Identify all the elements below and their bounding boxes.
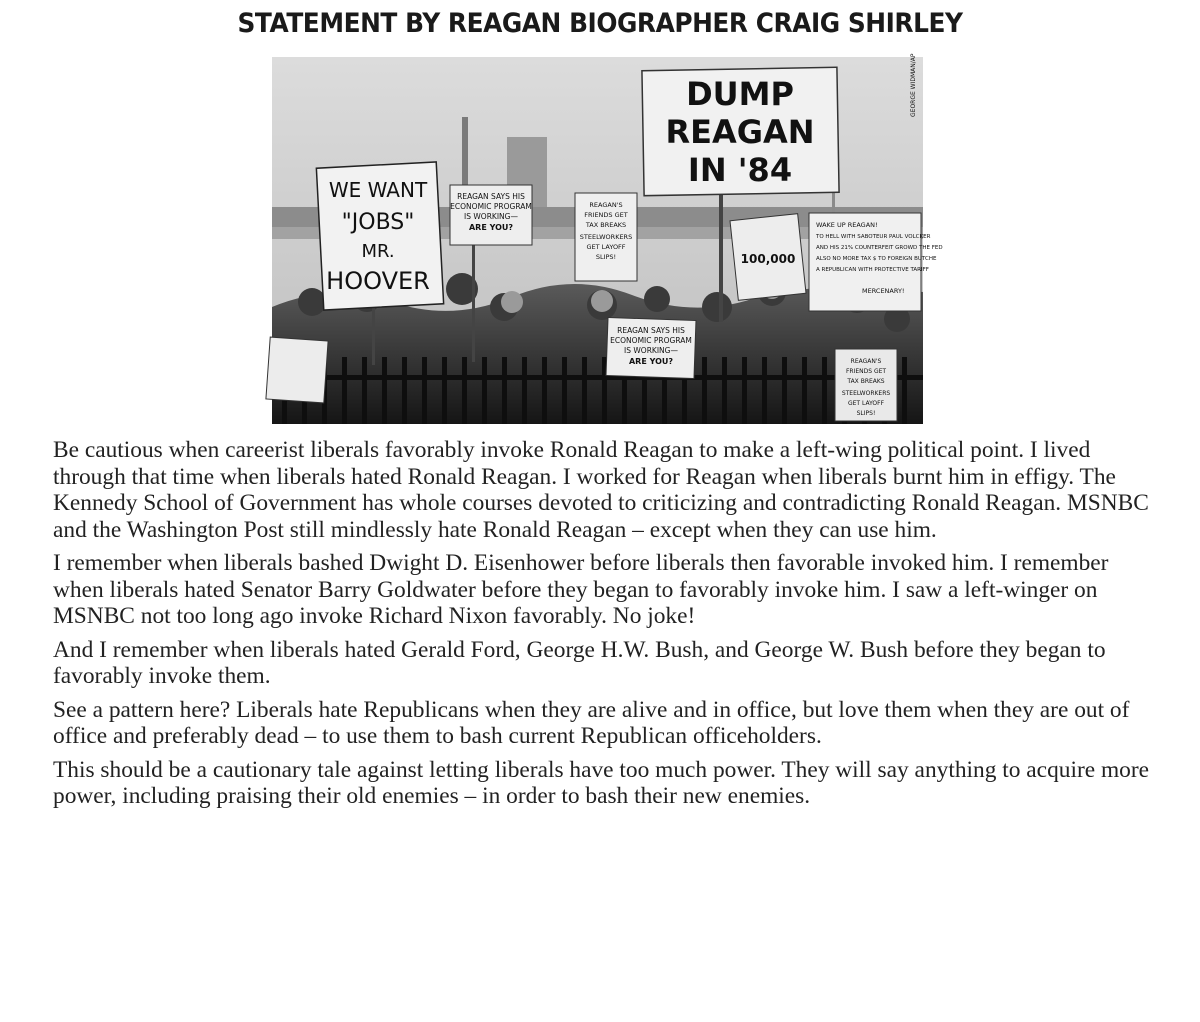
paragraph: This should be a cautionary tale against letting liberals have too much power. They will say anything to acquire more power, including praising their old enemies – in order to bash their new enemies.: [53, 756, 1150, 809]
protest-photo-illustration: [272, 53, 943, 424]
sign-count-value: 100,000: [740, 252, 796, 266]
sign-jobs-line1: WE WANT: [328, 178, 428, 202]
photo-credit: GEORGE WIDMAN/AP: [910, 53, 917, 117]
document-title: STATEMENT BY REAGAN BIOGRAPHER CRAIG SHIRLEY: [237, 8, 963, 39]
sign-friends-line1: REAGAN'S: [589, 201, 623, 209]
statement-body: [53, 437, 1153, 817]
paragraph: And I remember when liberals hated Gerald Ford, George H.W. Bush, and George W. Bush before they began to favorably invoke them.: [53, 636, 1106, 689]
sign-friends-line4: STEELWORKERS: [579, 233, 633, 241]
sign-friends-bottom-line6: SLIPS!: [856, 410, 876, 417]
sign-friends-line6: SLIPS!: [595, 253, 617, 261]
sign-wake-line1: WAKE UP REAGAN!: [816, 221, 878, 229]
sign-program-bottom-line4: ARE YOU?: [628, 357, 674, 366]
sign-program-top-line2: ECONOMIC PROGRAM: [450, 202, 532, 211]
sign-program-bottom-line3: IS WORKING—: [624, 346, 678, 355]
sign-wake-line3: AND HIS 21% COUNTERFEIT GROWD THE FED: [816, 245, 943, 251]
sign-friends-tax-breaks: [575, 193, 637, 281]
sign-wake-line6: MERCENARY!: [862, 287, 905, 295]
sign-program-top-line1: REAGAN SAYS HIS: [457, 192, 525, 201]
sign-friends-bottom-line5: GET LAYOFF: [847, 400, 885, 407]
sign-program-top-line3: IS WORKING—: [464, 212, 518, 221]
sign-friends-bottom: [835, 349, 897, 421]
sign-program-bottom-line2: ECONOMIC PROGRAM: [610, 336, 692, 345]
sign-program-bottom-line1: REAGAN SAYS HIS: [617, 326, 685, 335]
sign-dump-line2: REAGAN: [665, 113, 815, 151]
sign-jobs-line2: "JOBS": [341, 210, 415, 235]
paragraph: Be cautious when careerist liberals favorably invoke Ronald Reagan to make a left-wing political point. I lived through that time when liberals hated Ronald Reagan. I worked for Reagan when liberals burnt him in effigy. The Kennedy School of Government has whole courses devoted to criticizing and contradicting Ronald Reagan. MSNBC and the Washington Post still mindlessly hate Ronald Reagan – except when they can use him.: [53, 437, 1149, 543]
sign-dump-line1: DUMP: [686, 75, 794, 113]
sign-friends-line5: GET LAYOFF: [586, 243, 626, 251]
sign-dump-reagan: [642, 67, 839, 195]
sign-wake-line4: ALSO NO MORE TAX $ TO FOREIGN BUTCHE: [816, 256, 937, 262]
paragraph: See a pattern here? Liberals hate Republicans when they are alive and in office, but love them when they are out of office and preferably dead – to use them to bash current Republican officeholders.: [53, 696, 1130, 749]
sign-friends-bottom-line2: FRIENDS GET: [845, 368, 887, 375]
sign-jobs-line3: MR.: [361, 241, 395, 262]
sign-left-edge: [266, 337, 328, 403]
paragraph: I remember when liberals bashed Dwight D. Eisenhower before liberals then favorable invoked him. I remember when liberals hated Senator Barry Goldwater before they began to favorably invoke him. I saw a left-winger on MSNBC not too long ago invoke Richard Nixon favorably. No joke!: [53, 550, 1109, 629]
sign-100000: [730, 214, 806, 301]
sign-we-want-jobs: [316, 162, 443, 310]
sign-economic-program-bottom: [606, 317, 696, 378]
sign-friends-bottom-line4: STEELWORKERS: [841, 390, 891, 397]
sign-friends-bottom-line1: REAGAN'S: [850, 358, 882, 365]
sign-friends-line2: FRIENDS GET: [584, 211, 628, 219]
sign-jobs-line4: HOOVER: [326, 267, 430, 295]
sign-program-top-line4: ARE YOU?: [468, 223, 514, 232]
sign-economic-program-top: [450, 185, 532, 245]
sign-friends-line3: TAX BREAKS: [585, 221, 627, 229]
sign-wake-line2: TO HELL WITH SABOTEUR PAUL VOLCKER: [816, 234, 931, 240]
protest-photo: [272, 53, 943, 424]
sign-dump-line3: IN '84: [687, 151, 793, 189]
sign-wake-line5: A REPUBLICAN WITH PROTECTIVE TARIFF: [816, 267, 929, 273]
sign-friends-bottom-line3: TAX BREAKS: [847, 378, 885, 385]
